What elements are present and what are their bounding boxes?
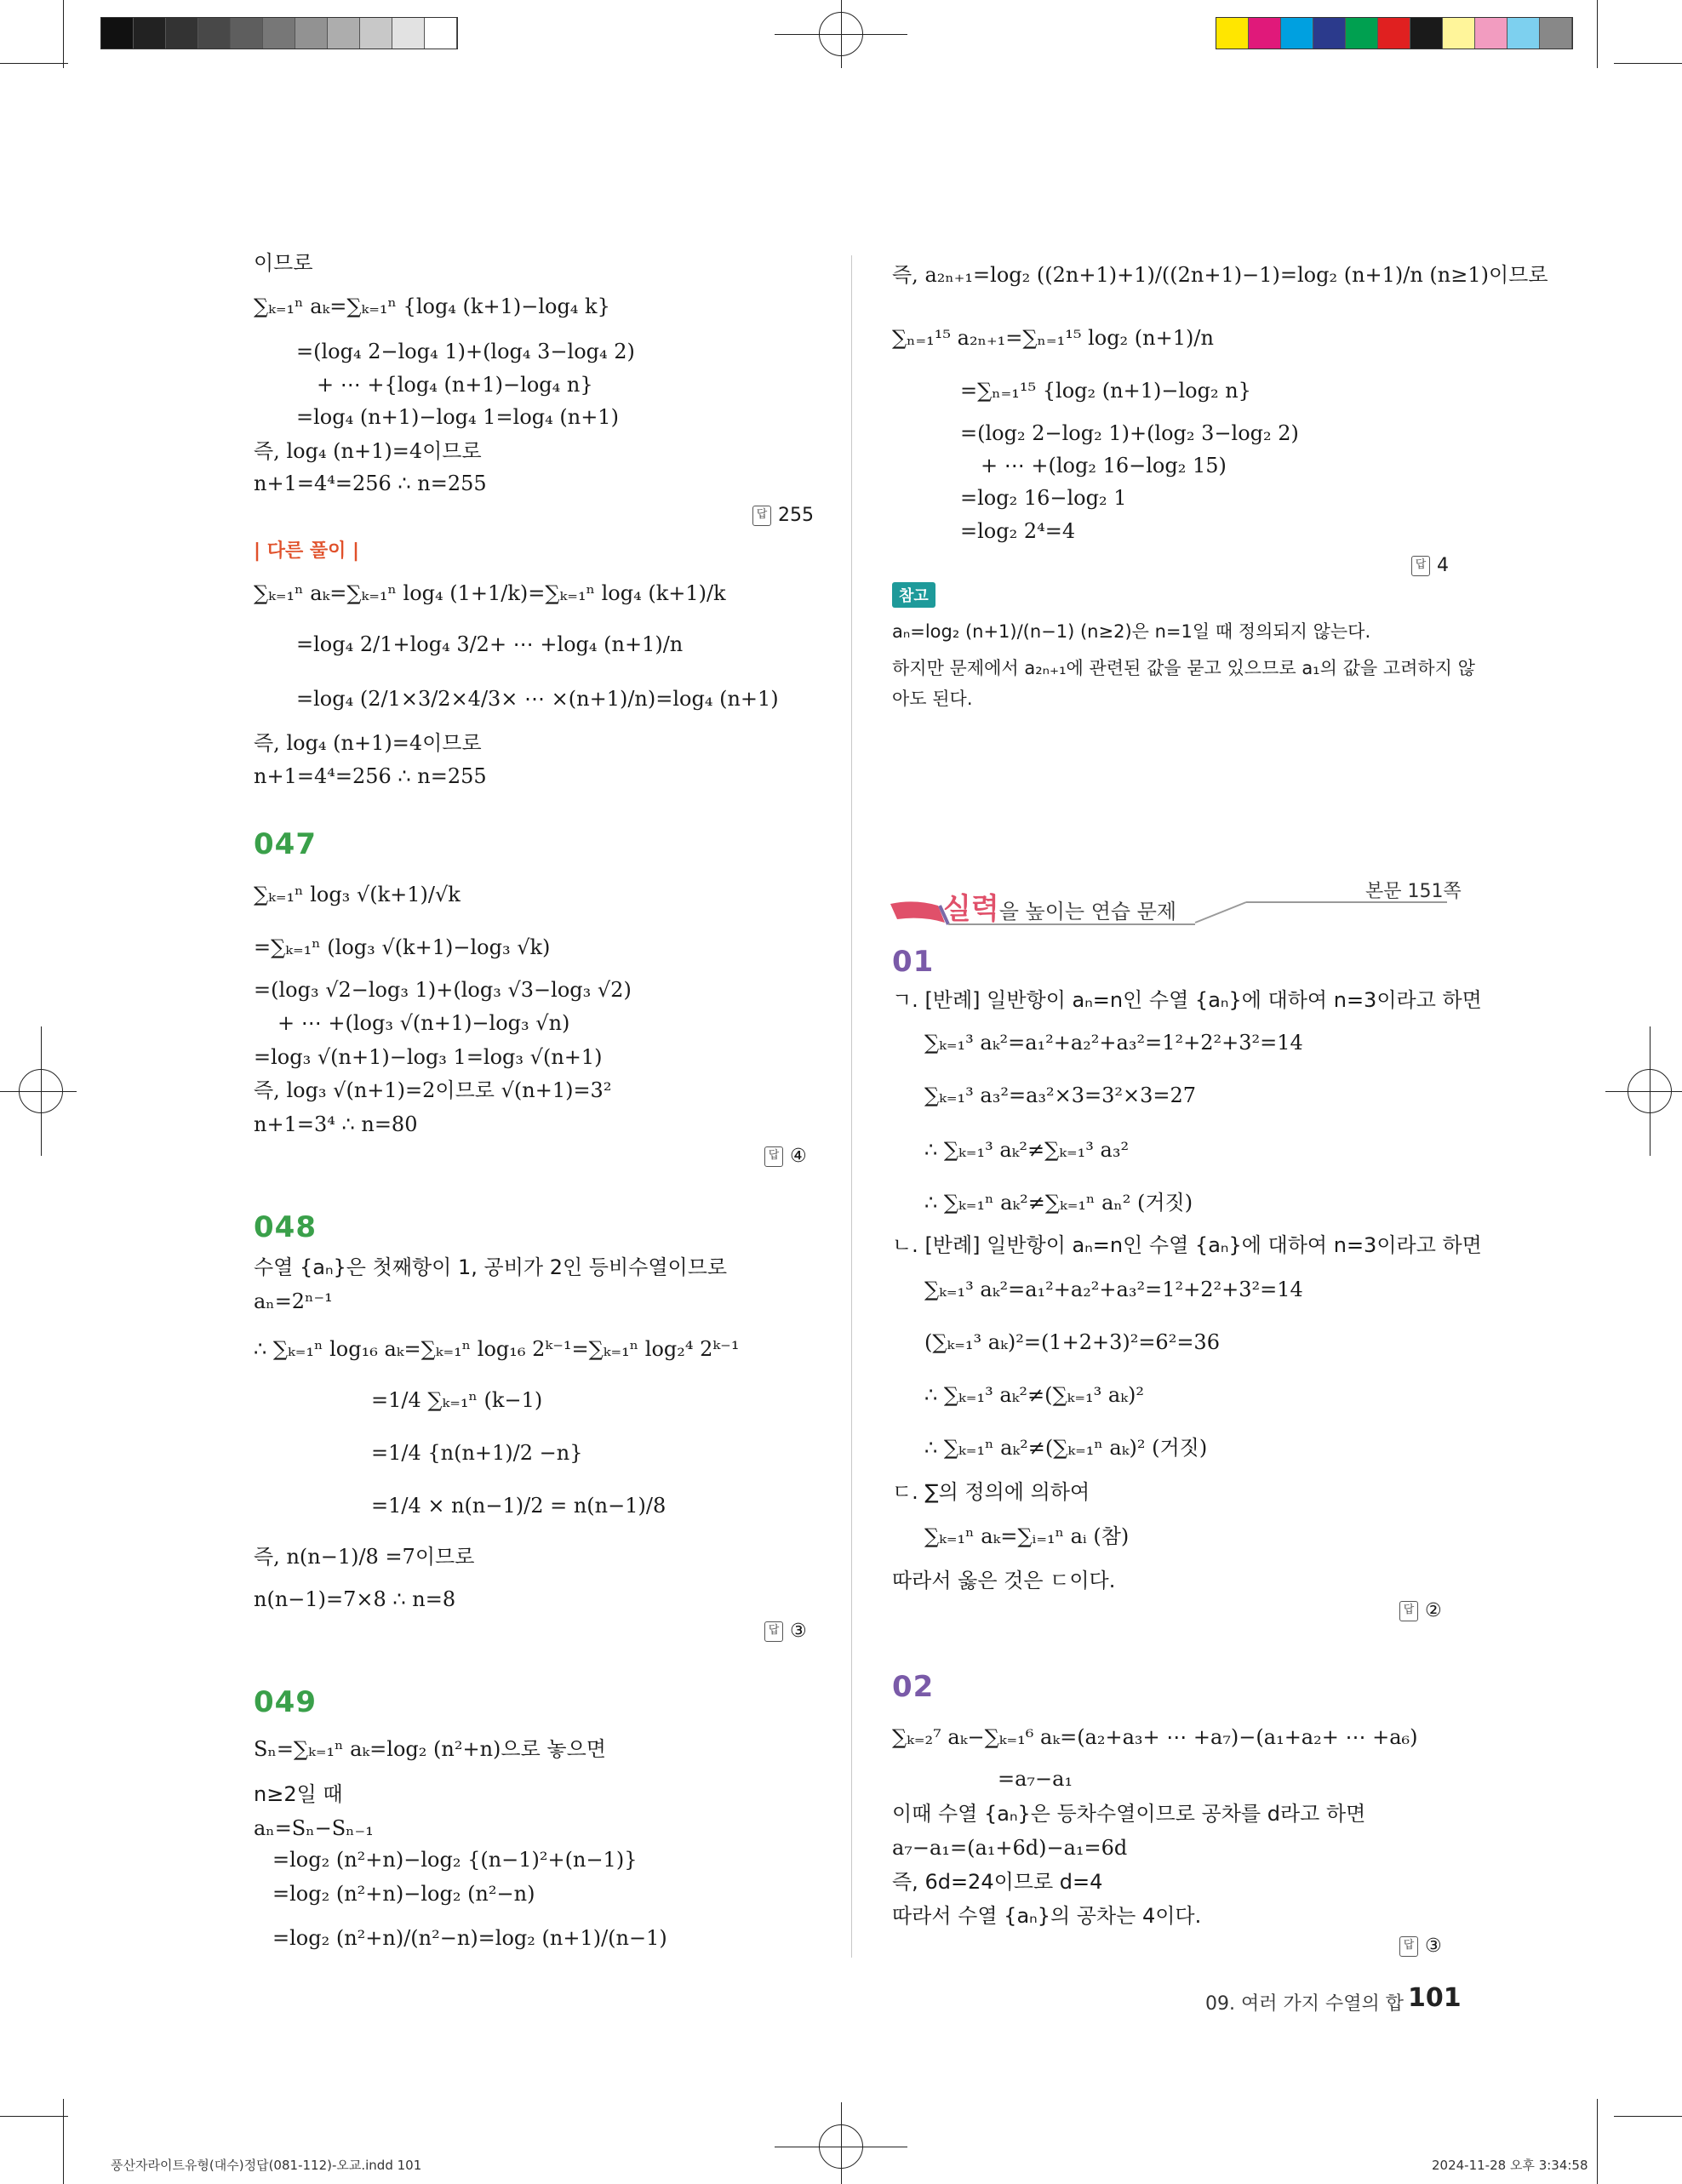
math-line: =log₃ √(n+1)−log₃ 1=log₃ √(n+1) — [254, 1045, 603, 1069]
math-line: =log₂ (n²+n)−log₂ {(n−1)²+(n−1)} — [272, 1848, 638, 1872]
crop-mark — [1597, 0, 1598, 68]
answer-box — [1399, 1935, 1442, 1957]
color-swatch — [1313, 18, 1346, 49]
answer-value: 255 — [778, 505, 814, 526]
math-line: ∑ₖ₌₁ⁿ aₖ=∑ₖ₌₁ⁿ log₄ (1+1/k)=∑ₖ₌₁ⁿ log₄ (k+1)/k — [254, 581, 726, 605]
math-line: ∴ ∑ₖ₌₁ⁿ log₁₆ aₖ=∑ₖ₌₁ⁿ log₁₆ 2ᵏ⁻¹=∑ₖ₌₁ⁿ log₂⁴ 2ᵏ⁻¹ — [254, 1337, 740, 1361]
color-swatch — [392, 18, 425, 49]
answer-box — [764, 1146, 807, 1167]
text-line: 즉, 6d=24이므로 d=4 — [892, 1870, 1103, 1894]
color-swatch — [166, 18, 198, 49]
answer-box — [764, 1621, 807, 1642]
math-line: =a₇−a₁ — [998, 1767, 1073, 1791]
text-line: 이므로 — [254, 251, 313, 275]
color-swatch — [1378, 18, 1410, 49]
crop-mark — [63, 0, 64, 68]
date-slug: 2024-11-28 오후 3:34:58 — [1432, 2158, 1588, 2173]
math-line: 즉, log₄ (n+1)=4이므로 — [254, 731, 482, 755]
alternative-solution-label: | 다른 풀이 | — [254, 540, 360, 562]
color-swatch — [231, 18, 263, 49]
crop-mark — [1614, 2116, 1682, 2117]
text-line: 따라서 옳은 것은 ㄷ이다. — [892, 1569, 1116, 1592]
math-line: ∑ₖ₌₂⁷ aₖ−∑ₖ₌₁⁶ aₖ=(a₂+a₃+ ⋯ +a₇)−(a₁+a₂+ ⋯ +a₆) — [892, 1725, 1418, 1749]
math-line: 즉, n(n−1)/8 =7이므로 — [254, 1545, 475, 1569]
registration-mark-top — [841, 0, 842, 68]
answer-value: ② — [1425, 1600, 1442, 1621]
answer-value: ③ — [1425, 1935, 1442, 1957]
math-line: aₙ=Sₙ−Sₙ₋₁ — [254, 1816, 374, 1840]
math-line: ∑ₖ₌₁ⁿ log₃ √(k+1)/√k — [254, 883, 461, 906]
color-swatch — [263, 18, 295, 49]
math-line: ∴ ∑ₖ₌₁ⁿ aₖ²≠(∑ₖ₌₁ⁿ aₖ)² (거짓) — [924, 1436, 1208, 1460]
answer-box — [1399, 1600, 1442, 1621]
math-line: + ⋯ +{log₄ (n+1)−log₄ n} — [317, 373, 593, 397]
crop-mark — [0, 2116, 68, 2117]
math-line: ∴ ∑ₖ₌₁³ aₖ²≠(∑ₖ₌₁³ aₖ)² — [924, 1383, 1144, 1407]
color-swatch — [101, 18, 134, 49]
answer-icon: 답 — [764, 1621, 783, 1642]
answer-icon: 답 — [1399, 1936, 1418, 1957]
math-line: =∑ₙ₌₁¹⁵ {log₂ (n+1)−log₂ n} — [960, 379, 1251, 403]
file-slug: 풍산자라이트유형(대수)정답(081-112)-오교.indd 101 — [111, 2158, 422, 2173]
answer-value: ③ — [790, 1621, 807, 1642]
math-line: =log₄ (n+1)−log₄ 1=log₄ (n+1) — [296, 405, 619, 429]
math-line: =log₄ 2/1+log₄ 3/2+ ⋯ +log₄ (n+1)/n — [296, 632, 684, 656]
answer-box — [752, 505, 814, 526]
math-line: 즉, log₄ (n+1)=4이므로 — [254, 439, 482, 463]
color-swatch — [1249, 18, 1281, 49]
crop-mark — [0, 63, 68, 64]
math-line: n+1=4⁴=256 ∴ n=255 — [254, 764, 487, 788]
math-line: 즉, log₃ √(n+1)=2이므로 √(n+1)=3² — [254, 1078, 612, 1102]
color-swatch — [1540, 18, 1572, 49]
problem-number: 047 — [254, 827, 317, 861]
answer-value: ④ — [790, 1146, 807, 1167]
crop-mark — [63, 2099, 64, 2184]
page-number: 101 — [1408, 1983, 1462, 2013]
registration-mark-left — [0, 1091, 77, 1092]
text-line: ㄷ. ∑의 정의에 의하여 — [892, 1480, 1090, 1504]
color-swatch — [134, 18, 166, 49]
gray-color-bar — [100, 17, 458, 49]
section-title-highlight: 실력 — [943, 892, 999, 926]
note-line: aₙ=log₂ (n+1)/(n−1) (n≥2)은 n=1일 때 정의되지 않는다. — [892, 621, 1371, 642]
math-line: =log₄ (2/1×3/2×4/3× ⋯ ×(n+1)/n)=log₄ (n+1) — [296, 687, 779, 711]
crop-mark — [1614, 63, 1682, 64]
section-title-rest: 을 높이는 연습 문제 — [998, 900, 1177, 923]
math-line: n(n−1)=7×8 ∴ n=8 — [254, 1587, 456, 1611]
note-line: 하지만 문제에서 a₂ₙ₊₁에 관련된 값을 묻고 있으므로 a₁의 값을 고려하지 않 — [892, 658, 1475, 678]
math-line: ∑ₖ₌₁ⁿ aₖ=∑ᵢ₌₁ⁿ aᵢ (참) — [924, 1524, 1130, 1548]
answer-icon: 답 — [752, 506, 771, 526]
math-line: 즉, a₂ₙ₊₁=log₂ ((2n+1)+1)/((2n+1)−1)=log₂ (n+1)/n (n≥1)이므로 — [892, 263, 1548, 287]
text-line: 이때 수열 {aₙ}은 등차수열이므로 공차를 d라고 하면 — [892, 1802, 1366, 1826]
color-swatch — [1443, 18, 1475, 49]
problem-number: 048 — [254, 1210, 317, 1244]
problem-number: 01 — [892, 945, 935, 979]
color-swatch — [360, 18, 392, 49]
math-line: =log₂ (n²+n)/(n²−n)=log₂ (n+1)/(n−1) — [272, 1926, 667, 1950]
column-divider — [851, 255, 852, 1958]
registration-mark-left — [41, 1026, 42, 1156]
math-line: ∑ₖ₌₁ⁿ aₖ=∑ₖ₌₁ⁿ {log₄ (k+1)−log₄ k} — [254, 294, 610, 318]
math-line: =1/4 ∑ₖ₌₁ⁿ (k−1) — [371, 1388, 543, 1412]
note-badge: 참고 — [892, 582, 935, 608]
color-swatch — [1410, 18, 1443, 49]
color-swatch — [328, 18, 360, 49]
text-line: n≥2일 때 — [254, 1782, 343, 1806]
math-line: n+1=3⁴ ∴ n=80 — [254, 1112, 418, 1136]
math-line: =1/4 × n(n−1)/2 = n(n−1)/8 — [371, 1494, 667, 1518]
math-line: ∑ₖ₌₁³ a₃²=a₃²×3=3²×3=27 — [924, 1083, 1197, 1107]
process-color-bar — [1216, 17, 1573, 49]
math-line: (∑ₖ₌₁³ aₖ)²=(1+2+3)²=6²=36 — [924, 1330, 1220, 1354]
answer-icon: 답 — [764, 1146, 783, 1167]
text-line: 수열 {aₙ}은 첫째항이 1, 공비가 2인 등비수열이므로 — [254, 1255, 728, 1279]
math-line: =log₂ 16−log₂ 1 — [960, 486, 1127, 510]
text-line: ㄴ. [반례] 일반항이 aₙ=n인 수열 {aₙ}에 대하여 n=3이라고 하면 — [892, 1233, 1482, 1257]
section-page-ref: 본문 151쪽 — [1365, 881, 1462, 902]
math-line: =∑ₖ₌₁ⁿ (log₃ √(k+1)−log₃ √k) — [254, 935, 551, 959]
math-line: ∑ₖ₌₁³ aₖ²=a₁²+a₂²+a₃²=1²+2²+3²=14 — [924, 1278, 1303, 1301]
text-line: ㄱ. [반례] 일반항이 aₙ=n인 수열 {aₙ}에 대하여 n=3이라고 하면 — [892, 988, 1482, 1012]
header-rule — [1195, 902, 1246, 923]
math-line: Sₙ=∑ₖ₌₁ⁿ aₖ=log₂ (n²+n)으로 놓으면 — [254, 1737, 606, 1761]
math-line: =1/4 {n(n+1)/2 −n} — [371, 1441, 583, 1465]
math-line: =log₂ 2⁴=4 — [960, 519, 1076, 543]
color-swatch — [295, 18, 328, 49]
problem-number: 02 — [892, 1670, 935, 1704]
color-swatch — [425, 18, 457, 49]
math-line: + ⋯ +(log₂ 16−log₂ 15) — [981, 454, 1227, 477]
crop-mark — [1597, 2099, 1598, 2184]
math-line: a₇−a₁=(a₁+6d)−a₁=6d — [892, 1836, 1128, 1860]
answer-icon: 답 — [1411, 556, 1430, 576]
math-line: ∴ ∑ₖ₌₁³ aₖ²≠∑ₖ₌₁³ a₃² — [924, 1138, 1130, 1162]
math-line: =(log₂ 2−log₂ 1)+(log₂ 3−log₂ 2) — [960, 421, 1299, 445]
answer-icon: 답 — [1399, 1601, 1418, 1621]
math-line: + ⋯ +(log₃ √(n+1)−log₃ √n) — [277, 1011, 570, 1035]
section-title — [943, 885, 1176, 927]
footer-chapter-title: 09. 여러 가지 수열의 합 — [1205, 1993, 1404, 2015]
color-swatch — [1281, 18, 1313, 49]
registration-mark-right — [1605, 1091, 1682, 1092]
answer-value: 4 — [1437, 555, 1449, 576]
math-line: ∴ ∑ₖ₌₁ⁿ aₖ²≠∑ₖ₌₁ⁿ aₙ² (거짓) — [924, 1191, 1193, 1215]
text-line: 따라서 수열 {aₙ}의 공차는 4이다. — [892, 1904, 1202, 1928]
math-line: ∑ₖ₌₁³ aₖ²=a₁²+a₂²+a₃²=1²+2²+3²=14 — [924, 1031, 1303, 1055]
math-line: n+1=4⁴=256 ∴ n=255 — [254, 472, 487, 495]
color-swatch — [198, 18, 231, 49]
color-swatch — [1508, 18, 1540, 49]
color-swatch — [1216, 18, 1249, 49]
registration-mark-bottom — [841, 2102, 842, 2184]
note-line: 아도 된다. — [892, 689, 973, 709]
math-line: =log₂ (n²+n)−log₂ (n²−n) — [272, 1882, 535, 1906]
color-swatch — [1475, 18, 1508, 49]
registration-mark-right — [1650, 1026, 1651, 1156]
math-line: ∑ₙ₌₁¹⁵ a₂ₙ₊₁=∑ₙ₌₁¹⁵ log₂ (n+1)/n — [892, 326, 1214, 350]
math-line: =(log₄ 2−log₄ 1)+(log₄ 3−log₄ 2) — [296, 340, 635, 363]
math-line: aₙ=2ⁿ⁻¹ — [254, 1289, 333, 1313]
answer-box — [1411, 555, 1449, 576]
problem-number: 049 — [254, 1685, 317, 1719]
ribbon-icon — [890, 901, 945, 923]
math-line: =(log₃ √2−log₃ 1)+(log₃ √3−log₃ √2) — [254, 978, 632, 1002]
color-swatch — [1346, 18, 1378, 49]
